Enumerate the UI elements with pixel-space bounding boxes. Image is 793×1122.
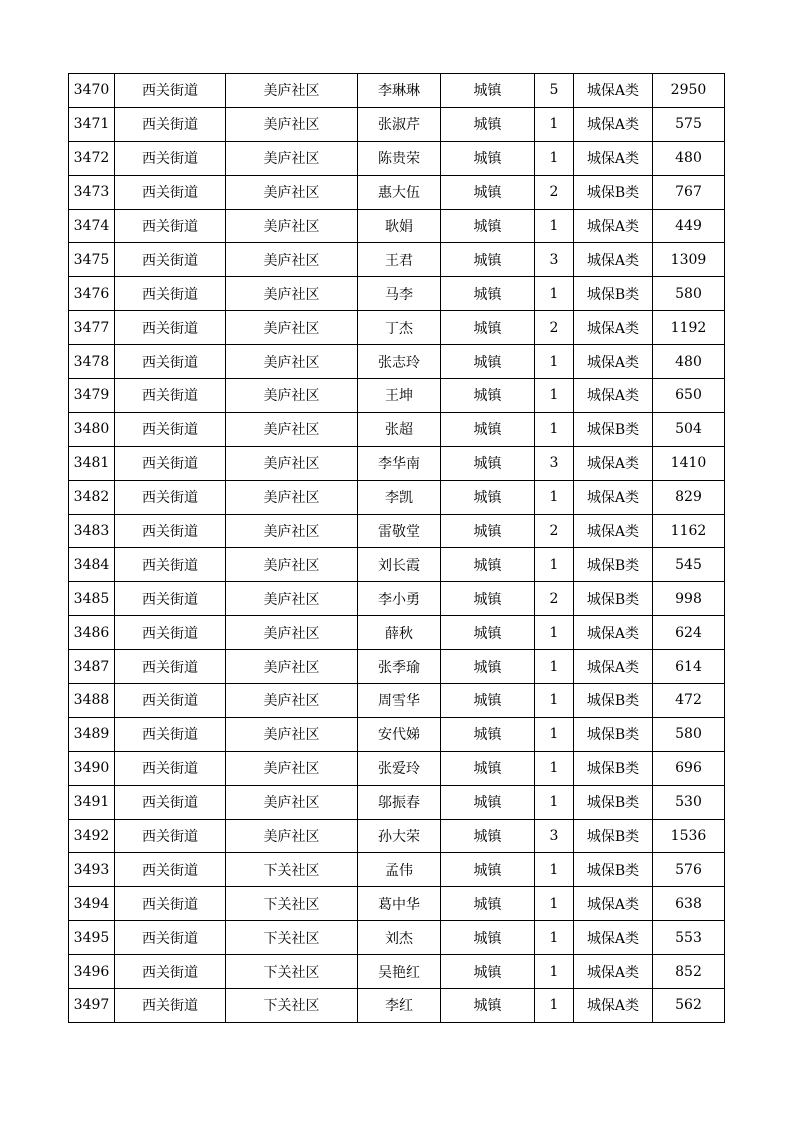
subdistrict-cell: 西关街道 (115, 616, 226, 650)
household-size-cell: 1 (535, 345, 574, 379)
resident-name-cell: 张季瑜 (358, 650, 441, 684)
household-size-cell: 1 (535, 989, 574, 1023)
household-type-cell: 城镇 (441, 819, 535, 853)
household-size-cell: 1 (535, 921, 574, 955)
resident-name-cell: 耿娟 (358, 209, 441, 243)
subdistrict-cell: 西关街道 (115, 751, 226, 785)
subdistrict-cell: 西关街道 (115, 243, 226, 277)
insurance-category-cell: 城保B类 (574, 853, 653, 887)
amount-cell: 1309 (653, 243, 725, 277)
resident-name-cell: 薛秋 (358, 616, 441, 650)
resident-name-cell: 李凯 (358, 480, 441, 514)
amount-cell: 998 (653, 582, 725, 616)
amount-cell: 829 (653, 480, 725, 514)
community-cell: 美庐社区 (226, 582, 358, 616)
insurance-category-cell: 城保B类 (574, 785, 653, 819)
household-size-cell: 5 (535, 74, 574, 108)
subdistrict-cell: 西关街道 (115, 209, 226, 243)
amount-cell: 624 (653, 616, 725, 650)
amount-cell: 553 (653, 921, 725, 955)
subdistrict-cell: 西关街道 (115, 412, 226, 446)
record-number-cell: 3494 (69, 887, 115, 921)
subdistrict-cell: 西关街道 (115, 717, 226, 751)
household-type-cell: 城镇 (441, 582, 535, 616)
amount-cell: 504 (653, 412, 725, 446)
roster-table (68, 73, 725, 1023)
record-number-cell: 3485 (69, 582, 115, 616)
subdistrict-cell: 西关街道 (115, 921, 226, 955)
record-number-cell: 3470 (69, 74, 115, 108)
household-type-cell: 城镇 (441, 887, 535, 921)
resident-name-cell: 周雪华 (358, 684, 441, 718)
table-row (69, 684, 725, 718)
subdistrict-cell: 西关街道 (115, 446, 226, 480)
household-type-cell: 城镇 (441, 785, 535, 819)
record-number-cell: 3476 (69, 277, 115, 311)
amount-cell: 1410 (653, 446, 725, 480)
community-cell: 美庐社区 (226, 345, 358, 379)
record-number-cell: 3472 (69, 141, 115, 175)
community-cell: 美庐社区 (226, 650, 358, 684)
resident-name-cell: 雷敬堂 (358, 514, 441, 548)
household-size-cell: 1 (535, 548, 574, 582)
household-size-cell: 1 (535, 955, 574, 989)
household-type-cell: 城镇 (441, 853, 535, 887)
household-type-cell: 城镇 (441, 107, 535, 141)
table-row (69, 141, 725, 175)
amount-cell: 580 (653, 277, 725, 311)
household-size-cell: 1 (535, 209, 574, 243)
record-number-cell: 3473 (69, 175, 115, 209)
household-type-cell: 城镇 (441, 141, 535, 175)
resident-name-cell: 孟伟 (358, 853, 441, 887)
community-cell: 美庐社区 (226, 243, 358, 277)
table-row (69, 107, 725, 141)
record-number-cell: 3497 (69, 989, 115, 1023)
subdistrict-cell: 西关街道 (115, 548, 226, 582)
community-cell: 下关社区 (226, 989, 358, 1023)
community-cell: 美庐社区 (226, 277, 358, 311)
table-row (69, 582, 725, 616)
amount-cell: 852 (653, 955, 725, 989)
household-size-cell: 1 (535, 141, 574, 175)
household-size-cell: 1 (535, 616, 574, 650)
subdistrict-cell: 西关街道 (115, 277, 226, 311)
insurance-category-cell: 城保A类 (574, 74, 653, 108)
subdistrict-cell: 西关街道 (115, 989, 226, 1023)
table-row (69, 379, 725, 413)
amount-cell: 580 (653, 717, 725, 751)
subdistrict-cell: 西关街道 (115, 582, 226, 616)
resident-name-cell: 葛中华 (358, 887, 441, 921)
table-row (69, 887, 725, 921)
record-number-cell: 3475 (69, 243, 115, 277)
community-cell: 美庐社区 (226, 548, 358, 582)
amount-cell: 472 (653, 684, 725, 718)
household-size-cell: 1 (535, 277, 574, 311)
household-type-cell: 城镇 (441, 514, 535, 548)
table-row (69, 650, 725, 684)
insurance-category-cell: 城保A类 (574, 480, 653, 514)
insurance-category-cell: 城保A类 (574, 921, 653, 955)
insurance-category-cell: 城保B类 (574, 751, 653, 785)
record-number-cell: 3484 (69, 548, 115, 582)
table-row (69, 412, 725, 446)
record-number-cell: 3495 (69, 921, 115, 955)
record-number-cell: 3491 (69, 785, 115, 819)
resident-name-cell: 惠大伍 (358, 175, 441, 209)
resident-name-cell: 刘杰 (358, 921, 441, 955)
household-size-cell: 1 (535, 751, 574, 785)
subdistrict-cell: 西关街道 (115, 853, 226, 887)
resident-name-cell: 马李 (358, 277, 441, 311)
community-cell: 美庐社区 (226, 514, 358, 548)
subdistrict-cell: 西关街道 (115, 480, 226, 514)
subdistrict-cell: 西关街道 (115, 684, 226, 718)
amount-cell: 696 (653, 751, 725, 785)
household-size-cell: 1 (535, 785, 574, 819)
resident-name-cell: 李小勇 (358, 582, 441, 616)
table-row (69, 853, 725, 887)
insurance-category-cell: 城保A类 (574, 141, 653, 175)
household-type-cell: 城镇 (441, 684, 535, 718)
household-size-cell: 1 (535, 650, 574, 684)
subdistrict-cell: 西关街道 (115, 175, 226, 209)
household-type-cell: 城镇 (441, 955, 535, 989)
community-cell: 下关社区 (226, 921, 358, 955)
community-cell: 下关社区 (226, 853, 358, 887)
subdistrict-cell: 西关街道 (115, 887, 226, 921)
table-row (69, 243, 725, 277)
subdistrict-cell: 西关街道 (115, 107, 226, 141)
insurance-category-cell: 城保B类 (574, 277, 653, 311)
insurance-category-cell: 城保B类 (574, 175, 653, 209)
household-size-cell: 2 (535, 514, 574, 548)
amount-cell: 576 (653, 853, 725, 887)
insurance-category-cell: 城保A类 (574, 616, 653, 650)
resident-name-cell: 孙大荣 (358, 819, 441, 853)
household-size-cell: 2 (535, 175, 574, 209)
household-size-cell: 1 (535, 717, 574, 751)
record-number-cell: 3489 (69, 717, 115, 751)
community-cell: 美庐社区 (226, 379, 358, 413)
household-type-cell: 城镇 (441, 446, 535, 480)
table-row (69, 74, 725, 108)
community-cell: 美庐社区 (226, 751, 358, 785)
table-row (69, 616, 725, 650)
resident-name-cell: 张爱玲 (358, 751, 441, 785)
resident-name-cell: 王坤 (358, 379, 441, 413)
subdistrict-cell: 西关街道 (115, 311, 226, 345)
insurance-category-cell: 城保A类 (574, 446, 653, 480)
record-number-cell: 3492 (69, 819, 115, 853)
community-cell: 美庐社区 (226, 175, 358, 209)
table-row (69, 921, 725, 955)
record-number-cell: 3488 (69, 684, 115, 718)
household-size-cell: 2 (535, 311, 574, 345)
household-type-cell: 城镇 (441, 243, 535, 277)
amount-cell: 1192 (653, 311, 725, 345)
insurance-category-cell: 城保A类 (574, 514, 653, 548)
resident-name-cell: 张超 (358, 412, 441, 446)
amount-cell: 614 (653, 650, 725, 684)
resident-name-cell: 王君 (358, 243, 441, 277)
table-row (69, 311, 725, 345)
record-number-cell: 3477 (69, 311, 115, 345)
table-row (69, 717, 725, 751)
household-type-cell: 城镇 (441, 650, 535, 684)
community-cell: 美庐社区 (226, 107, 358, 141)
amount-cell: 2950 (653, 74, 725, 108)
insurance-category-cell: 城保B类 (574, 548, 653, 582)
insurance-category-cell: 城保A类 (574, 650, 653, 684)
insurance-category-cell: 城保B类 (574, 819, 653, 853)
subdistrict-cell: 西关街道 (115, 955, 226, 989)
household-type-cell: 城镇 (441, 379, 535, 413)
table-row (69, 548, 725, 582)
subdistrict-cell: 西关街道 (115, 345, 226, 379)
resident-name-cell: 李琳琳 (358, 74, 441, 108)
insurance-category-cell: 城保A类 (574, 107, 653, 141)
insurance-category-cell: 城保B类 (574, 717, 653, 751)
insurance-category-cell: 城保A类 (574, 243, 653, 277)
community-cell: 美庐社区 (226, 684, 358, 718)
record-number-cell: 3482 (69, 480, 115, 514)
table-row (69, 277, 725, 311)
subdistrict-cell: 西关街道 (115, 379, 226, 413)
subdistrict-cell: 西关街道 (115, 650, 226, 684)
household-size-cell: 2 (535, 582, 574, 616)
amount-cell: 1536 (653, 819, 725, 853)
record-number-cell: 3493 (69, 853, 115, 887)
record-number-cell: 3490 (69, 751, 115, 785)
insurance-category-cell: 城保A类 (574, 311, 653, 345)
household-type-cell: 城镇 (441, 412, 535, 446)
household-size-cell: 1 (535, 107, 574, 141)
insurance-category-cell: 城保A类 (574, 379, 653, 413)
insurance-category-cell: 城保B类 (574, 684, 653, 718)
household-size-cell: 1 (535, 887, 574, 921)
table-row (69, 345, 725, 379)
insurance-category-cell: 城保A类 (574, 209, 653, 243)
household-type-cell: 城镇 (441, 717, 535, 751)
insurance-category-cell: 城保B类 (574, 582, 653, 616)
household-type-cell: 城镇 (441, 921, 535, 955)
amount-cell: 638 (653, 887, 725, 921)
record-number-cell: 3480 (69, 412, 115, 446)
table-row (69, 209, 725, 243)
resident-name-cell: 陈贵荣 (358, 141, 441, 175)
record-number-cell: 3486 (69, 616, 115, 650)
household-type-cell: 城镇 (441, 751, 535, 785)
community-cell: 下关社区 (226, 887, 358, 921)
household-type-cell: 城镇 (441, 345, 535, 379)
amount-cell: 562 (653, 989, 725, 1023)
subdistrict-cell: 西关街道 (115, 141, 226, 175)
community-cell: 美庐社区 (226, 480, 358, 514)
resident-name-cell: 张淑芹 (358, 107, 441, 141)
household-type-cell: 城镇 (441, 480, 535, 514)
insurance-category-cell: 城保A类 (574, 887, 653, 921)
amount-cell: 530 (653, 785, 725, 819)
subdistrict-cell: 西关街道 (115, 819, 226, 853)
table-row (69, 955, 725, 989)
resident-name-cell: 吴艳红 (358, 955, 441, 989)
resident-name-cell: 李华南 (358, 446, 441, 480)
household-type-cell: 城镇 (441, 311, 535, 345)
table-row (69, 175, 725, 209)
household-size-cell: 3 (535, 243, 574, 277)
table-row (69, 446, 725, 480)
household-size-cell: 1 (535, 853, 574, 887)
subdistrict-cell: 西关街道 (115, 514, 226, 548)
resident-name-cell: 张志玲 (358, 345, 441, 379)
insurance-category-cell: 城保A类 (574, 989, 653, 1023)
table-row (69, 989, 725, 1023)
insurance-category-cell: 城保B类 (574, 412, 653, 446)
household-size-cell: 1 (535, 684, 574, 718)
subdistrict-cell: 西关街道 (115, 74, 226, 108)
household-type-cell: 城镇 (441, 175, 535, 209)
community-cell: 美庐社区 (226, 717, 358, 751)
community-cell: 美庐社区 (226, 446, 358, 480)
community-cell: 美庐社区 (226, 616, 358, 650)
community-cell: 美庐社区 (226, 141, 358, 175)
amount-cell: 1162 (653, 514, 725, 548)
resident-name-cell: 刘长霞 (358, 548, 441, 582)
community-cell: 美庐社区 (226, 412, 358, 446)
record-number-cell: 3481 (69, 446, 115, 480)
amount-cell: 650 (653, 379, 725, 413)
amount-cell: 545 (653, 548, 725, 582)
household-size-cell: 3 (535, 446, 574, 480)
household-size-cell: 1 (535, 412, 574, 446)
roster-table-body (69, 74, 725, 1023)
record-number-cell: 3487 (69, 650, 115, 684)
household-type-cell: 城镇 (441, 74, 535, 108)
household-type-cell: 城镇 (441, 548, 535, 582)
insurance-category-cell: 城保A类 (574, 955, 653, 989)
resident-name-cell: 安代娣 (358, 717, 441, 751)
table-row (69, 751, 725, 785)
community-cell: 美庐社区 (226, 74, 358, 108)
record-number-cell: 3496 (69, 955, 115, 989)
record-number-cell: 3471 (69, 107, 115, 141)
record-number-cell: 3478 (69, 345, 115, 379)
subdistrict-cell: 西关街道 (115, 785, 226, 819)
household-type-cell: 城镇 (441, 277, 535, 311)
community-cell: 美庐社区 (226, 209, 358, 243)
household-type-cell: 城镇 (441, 989, 535, 1023)
amount-cell: 575 (653, 107, 725, 141)
community-cell: 下关社区 (226, 955, 358, 989)
record-number-cell: 3479 (69, 379, 115, 413)
amount-cell: 480 (653, 345, 725, 379)
amount-cell: 480 (653, 141, 725, 175)
resident-name-cell: 李红 (358, 989, 441, 1023)
resident-name-cell: 丁杰 (358, 311, 441, 345)
household-size-cell: 1 (535, 379, 574, 413)
household-size-cell: 1 (535, 480, 574, 514)
record-number-cell: 3474 (69, 209, 115, 243)
household-type-cell: 城镇 (441, 616, 535, 650)
insurance-category-cell: 城保A类 (574, 345, 653, 379)
table-row (69, 514, 725, 548)
table-row (69, 785, 725, 819)
record-number-cell: 3483 (69, 514, 115, 548)
amount-cell: 767 (653, 175, 725, 209)
table-row (69, 819, 725, 853)
community-cell: 美庐社区 (226, 311, 358, 345)
household-type-cell: 城镇 (441, 209, 535, 243)
table-row (69, 480, 725, 514)
amount-cell: 449 (653, 209, 725, 243)
resident-name-cell: 邬振春 (358, 785, 441, 819)
community-cell: 美庐社区 (226, 785, 358, 819)
community-cell: 美庐社区 (226, 819, 358, 853)
household-size-cell: 3 (535, 819, 574, 853)
